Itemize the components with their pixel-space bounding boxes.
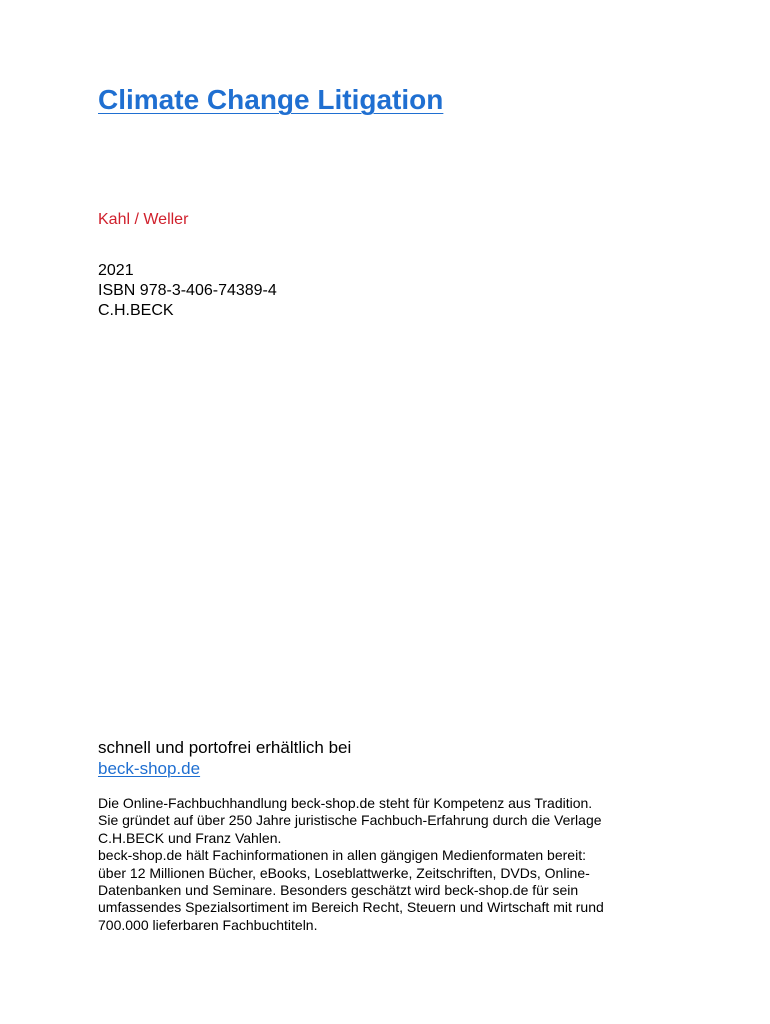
book-title-link[interactable]: Climate Change Litigation bbox=[98, 84, 444, 115]
description-line: Sie gründet auf über 250 Jahre juristische Fachbuch-Erfahrung durch die Verlage bbox=[98, 812, 602, 829]
isbn: ISBN 978-3-406-74389-4 bbox=[98, 282, 277, 299]
description-line: 700.000 lieferbaren Fachbuchtiteln. bbox=[98, 916, 318, 933]
book-metadata bbox=[98, 261, 277, 321]
shop-description bbox=[98, 795, 698, 934]
shop-availability bbox=[98, 737, 351, 779]
description-line: umfassendes Spezialsortiment im Bereich Recht, Steuern und Wirtschaft mit rund bbox=[98, 899, 604, 916]
description-line: C.H.BECK und Franz Vahlen. bbox=[98, 829, 282, 846]
description-line: über 12 Millionen Bücher, eBooks, Loseblattwerke, Zeitschriften, DVDs, Online- bbox=[98, 864, 590, 881]
shop-intro-text: schnell und portofrei erhältlich bei bbox=[98, 738, 352, 757]
description-line: beck-shop.de hält Fachinformationen in allen gängigen Medienformaten bereit: bbox=[98, 847, 586, 864]
authors: Kahl / Weller bbox=[98, 211, 189, 228]
beck-shop-link[interactable]: beck-shop.de bbox=[98, 759, 201, 778]
description-line: Die Online-Fachbuchhandlung beck-shop.de steht für Kompetenz aus Tradition. bbox=[98, 795, 593, 811]
publication-year: 2021 bbox=[98, 262, 134, 279]
description-line: Datenbanken und Seminare. Besonders geschätzt wird beck-shop.de für sein bbox=[98, 882, 579, 899]
publisher: C.H.BECK bbox=[98, 302, 174, 319]
